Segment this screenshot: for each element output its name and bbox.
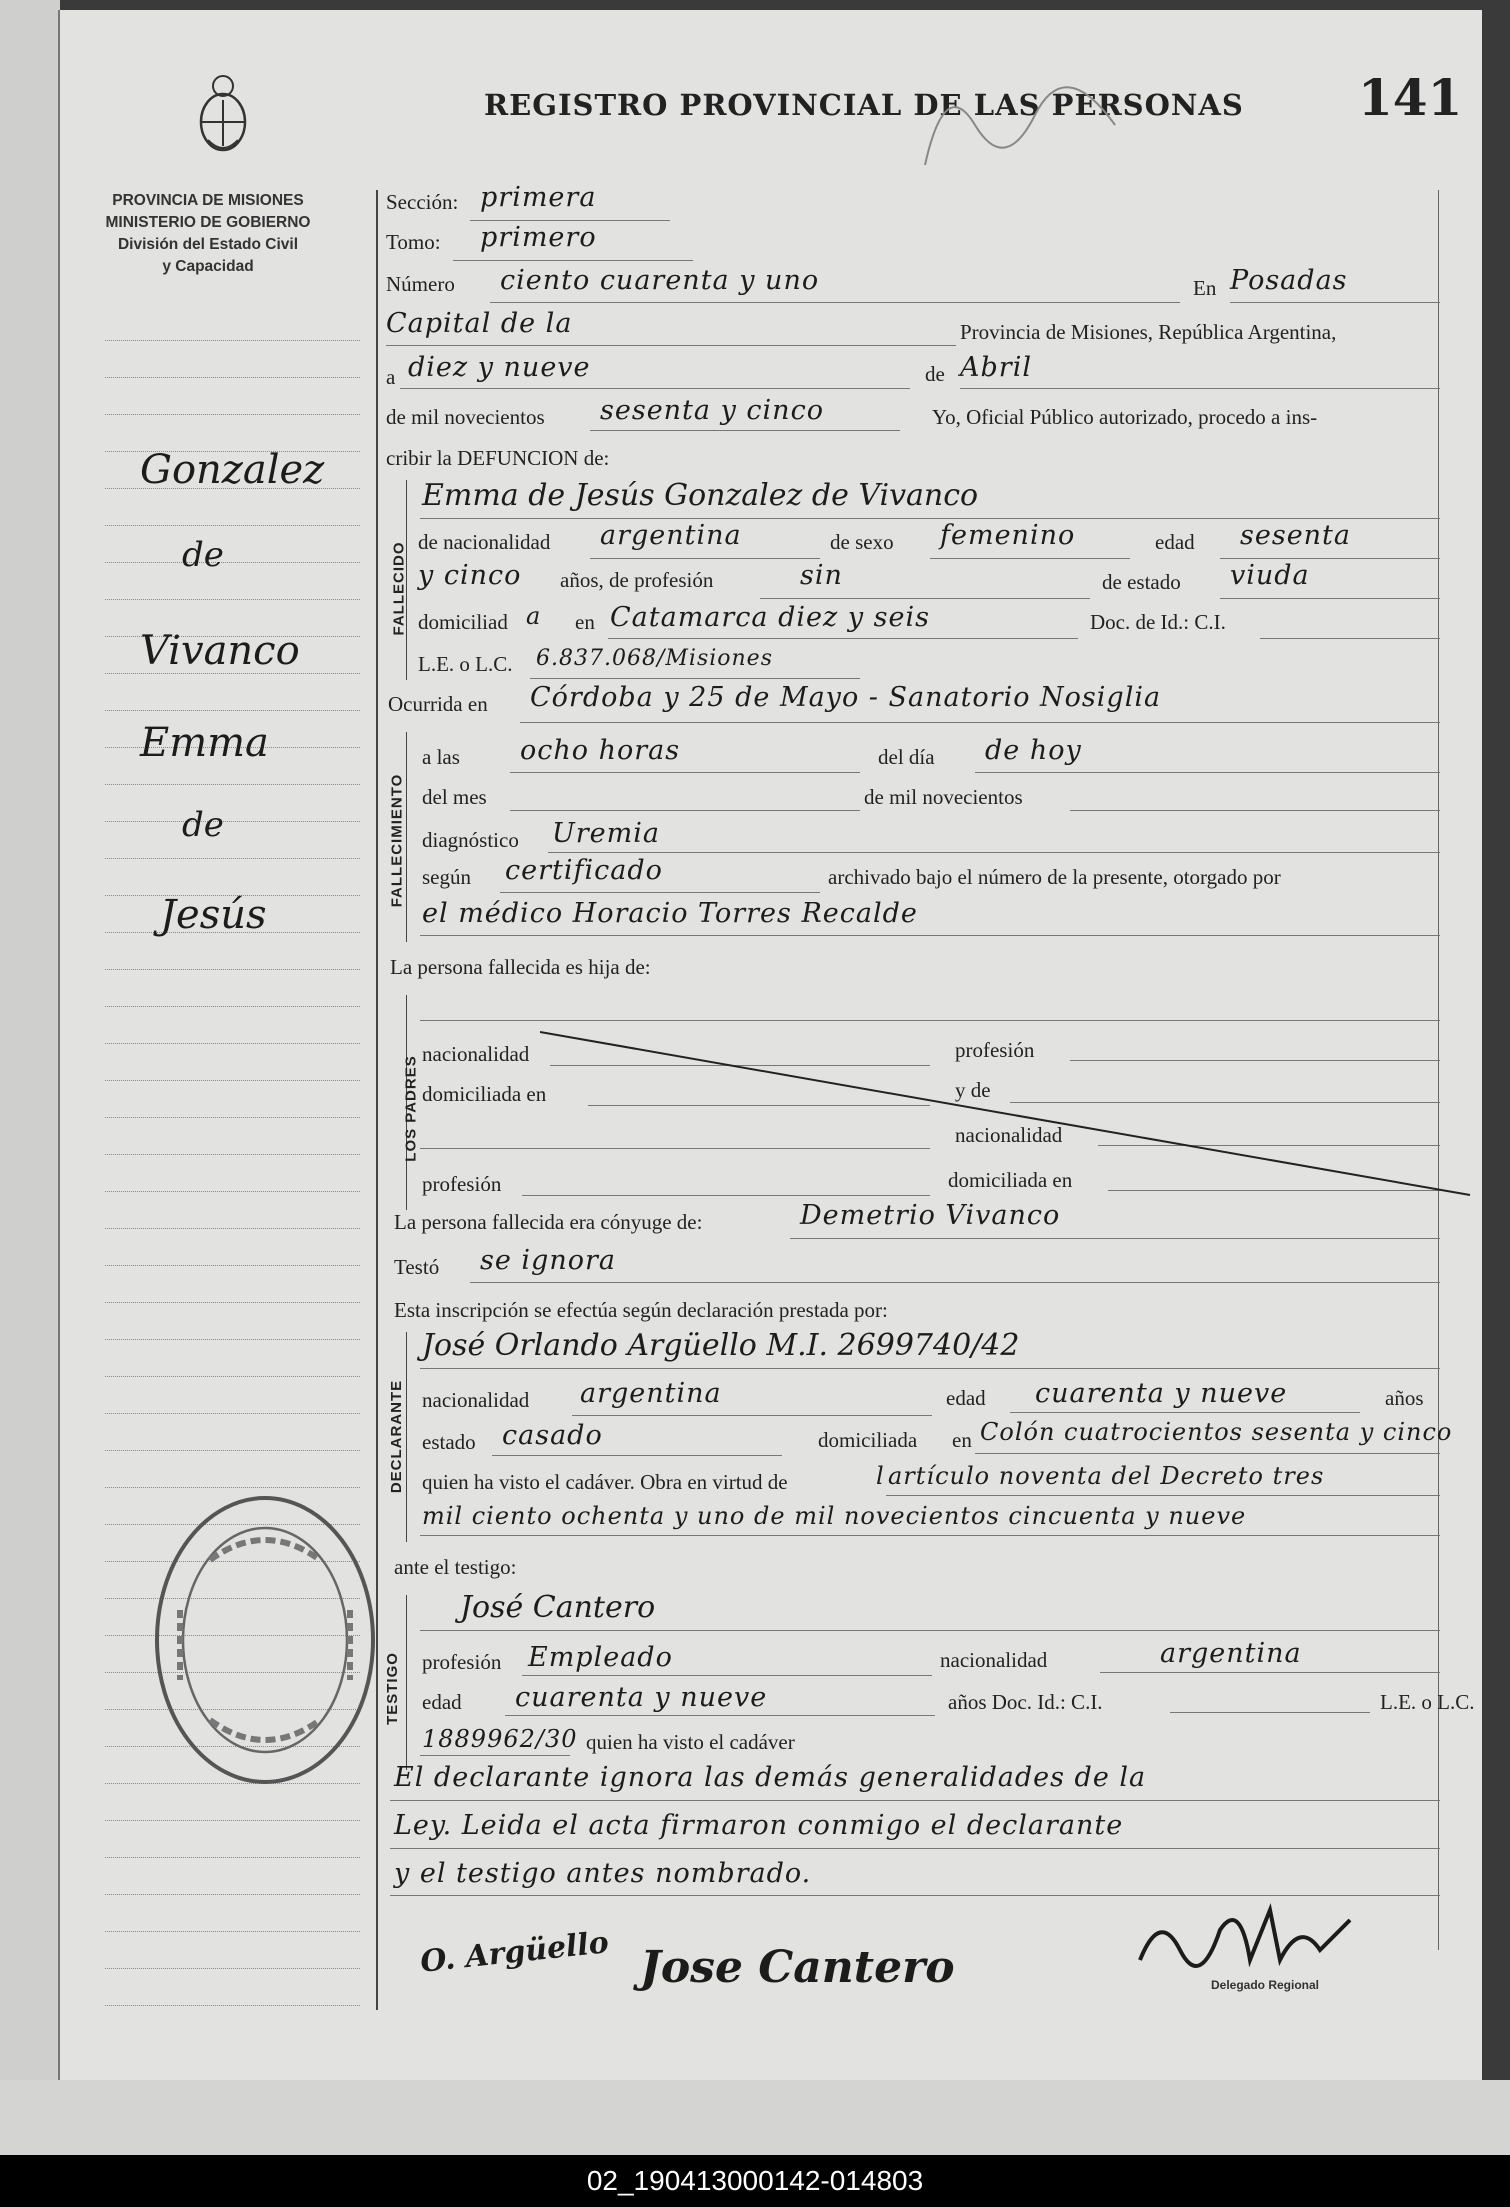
padres-nacionalidad-label: nacionalidad bbox=[422, 1042, 530, 1066]
oficial-label: Yo, Oficial Público autorizado, procedo a ins- bbox=[932, 405, 1318, 429]
ministry-line-2: MINISTERIO DE GOBIERNO bbox=[105, 214, 311, 231]
testigo-profesion-value: Empleado bbox=[528, 1642, 673, 1673]
mil-value: sesenta y cinco bbox=[600, 395, 824, 426]
margin-rule bbox=[105, 1968, 360, 1969]
anos-profesion-label: años, de profesión bbox=[560, 568, 714, 592]
nacionalidad-label: de nacionalidad bbox=[418, 530, 551, 554]
padres-profesion-label: profesión bbox=[955, 1038, 1035, 1062]
numero-label: Número bbox=[386, 272, 455, 296]
margin-rule bbox=[105, 1302, 360, 1303]
a-label: a bbox=[386, 365, 396, 389]
fallecido-section-label: FALLECIDO bbox=[390, 541, 408, 636]
image-caption: 02_190413000142-014803 bbox=[0, 2155, 1510, 2207]
margin-rule bbox=[105, 1487, 360, 1488]
testigo-nacionalidad-value: argentina bbox=[1160, 1638, 1302, 1669]
margin-rule bbox=[105, 1191, 360, 1192]
adjacent-page-edge bbox=[0, 0, 60, 2080]
conyuge-value: Demetrio Vivanco bbox=[800, 1200, 1061, 1231]
provincia-label: Provincia de Misiones, República Argentina, bbox=[960, 320, 1337, 344]
testigo-cadaver-label: quien ha visto el cadáver bbox=[586, 1730, 795, 1754]
oficial-signature bbox=[1120, 1890, 1420, 2010]
alas-value: ocho horas bbox=[520, 735, 681, 766]
margin-rule bbox=[105, 414, 360, 415]
ocurrida-label: Ocurrida en bbox=[388, 692, 488, 716]
a-value: diez y nueve bbox=[408, 352, 591, 383]
margin-rule bbox=[105, 525, 360, 526]
margin-second-surname: Vivanco bbox=[140, 628, 300, 674]
declarante-cadaver-label: quien ha visto el cadáver. Obra en virtud de bbox=[422, 1470, 788, 1494]
book-underside bbox=[0, 2080, 1510, 2155]
testigo-intro-label: ante el testigo: bbox=[394, 1555, 517, 1579]
margin-rule bbox=[105, 1820, 360, 1821]
seccion-label: Sección: bbox=[386, 190, 459, 214]
padres-yde-label: y de bbox=[955, 1078, 991, 1102]
fallecido-name: Emma de Jesús Gonzalez de Vivanco bbox=[422, 478, 979, 513]
declarante-cadaver-suffix: l bbox=[876, 1462, 885, 1490]
segun-label: según bbox=[422, 865, 471, 889]
profesion-value: sin bbox=[800, 560, 843, 591]
dia-label: del día bbox=[878, 745, 935, 769]
ministry-line-1: PROVINCIA DE MISIONES bbox=[112, 192, 304, 209]
document-page bbox=[58, 10, 1482, 2080]
domiciliado-label: domiciliad bbox=[418, 610, 508, 634]
inscripcion-label: Esta inscripción se efectúa según declaración prestada por: bbox=[394, 1298, 888, 1322]
declarante-estado-value: casado bbox=[502, 1420, 603, 1451]
seccion-value: primera bbox=[480, 182, 597, 213]
diagnostico-label: diagnóstico bbox=[422, 828, 519, 852]
margin-second-name: Jesús bbox=[160, 892, 267, 938]
medico-value: el médico Horacio Torres Recalde bbox=[422, 898, 918, 929]
archivado-label: archivado bajo el número de la presente, otorgado por bbox=[828, 865, 1281, 889]
margin-rule bbox=[105, 1894, 360, 1895]
domicilio-value: Catamarca diez y seis bbox=[610, 602, 930, 633]
delegado-stamp-text: Delegado Regional bbox=[1210, 1978, 1320, 1992]
capital-value: Capital de la bbox=[386, 308, 573, 339]
domicilio-en-label: en bbox=[575, 610, 595, 634]
testigo-edad-value: cuarenta y nueve bbox=[515, 1682, 768, 1713]
declarante-section-label: DECLARANTE bbox=[388, 1379, 406, 1494]
margin-rule bbox=[105, 340, 360, 341]
sexo-value: femenino bbox=[940, 520, 1076, 551]
declarante-nacionalidad-value: argentina bbox=[580, 1378, 722, 1409]
margin-de-1: de bbox=[182, 535, 224, 575]
margin-rule bbox=[105, 2005, 360, 2006]
official-seal-stamp bbox=[150, 1490, 380, 1790]
margin-rule bbox=[105, 1413, 360, 1414]
margin-rule bbox=[105, 821, 360, 822]
testigo-profesion-label: profesión bbox=[422, 1650, 502, 1674]
padres-nacionalidad2-label: nacionalidad bbox=[955, 1123, 1063, 1147]
margin-rule bbox=[105, 1006, 360, 1007]
declarante-en-label: en bbox=[952, 1428, 972, 1452]
testigo-section-label: TESTIGO bbox=[383, 1652, 401, 1725]
en-label: En bbox=[1193, 276, 1217, 300]
coat-of-arms-icon bbox=[188, 70, 258, 160]
testigo-nacionalidad-label: nacionalidad bbox=[940, 1648, 1048, 1672]
dia-value: de hoy bbox=[985, 735, 1082, 766]
declarante-anos-label: años bbox=[1385, 1386, 1424, 1410]
edad-value: sesenta bbox=[1240, 520, 1352, 551]
pencil-mark bbox=[915, 65, 1165, 175]
estado-label: de estado bbox=[1102, 570, 1181, 594]
margin-rule bbox=[105, 858, 360, 859]
margin-surname: Gonzalez bbox=[140, 447, 325, 493]
margin-rule bbox=[105, 1450, 360, 1451]
numero-value: ciento cuarenta y uno bbox=[500, 265, 820, 296]
margin-rule bbox=[105, 969, 360, 970]
declarante-domiciliada-label: domiciliada bbox=[818, 1428, 918, 1452]
en-value: Posadas bbox=[1230, 265, 1348, 296]
testigo-edad-label: edad bbox=[422, 1690, 462, 1714]
le-value: 6.837.068/Misiones bbox=[536, 646, 773, 671]
diagnostico-value: Uremia bbox=[552, 818, 660, 849]
padres-section-label: LOS PADRES bbox=[402, 1055, 420, 1162]
testigo-signature: Jose Cantero bbox=[640, 1942, 955, 1993]
declarante-obra-value: artículo noventa del Decreto tres bbox=[888, 1462, 1325, 1490]
edad-value-2: y cinco bbox=[418, 560, 522, 591]
ministry-line-4: y Capacidad bbox=[162, 258, 254, 275]
domiciliado-suffix: a bbox=[526, 602, 542, 630]
margin-de-2: de bbox=[182, 805, 224, 845]
ministry-block bbox=[78, 190, 338, 278]
margin-rule bbox=[105, 710, 360, 711]
margin-rule bbox=[105, 1080, 360, 1081]
margin-rule bbox=[105, 562, 360, 563]
mes-label: del mes bbox=[422, 785, 487, 809]
margin-rule bbox=[105, 377, 360, 378]
closing-line-2: Ley. Leida el acta firmaron conmigo el declarante bbox=[394, 1810, 1124, 1841]
declarante-signature: O. Argüello bbox=[418, 1925, 611, 1980]
margin-rule bbox=[105, 784, 360, 785]
edad-label: edad bbox=[1155, 530, 1195, 554]
de-label: de bbox=[925, 362, 945, 386]
margin-rule bbox=[105, 1931, 360, 1932]
margin-rule bbox=[105, 1043, 360, 1044]
alas-label: a las bbox=[422, 745, 460, 769]
testo-value: se ignora bbox=[480, 1245, 616, 1276]
segun-value: certificado bbox=[505, 855, 663, 886]
hija-label: La persona fallecida es hija de: bbox=[390, 955, 651, 979]
registry-title: REGISTRO PROVINCIAL DE LAS PERSONAS bbox=[484, 88, 1244, 122]
testigo-anos-label: años Doc. Id.: C.I. bbox=[948, 1690, 1103, 1714]
inscribir-label: cribir la DEFUNCION de: bbox=[386, 446, 610, 470]
padres-strike-line bbox=[540, 1030, 1480, 1200]
declarante-edad-value: cuarenta y nueve bbox=[1035, 1378, 1288, 1409]
margin-rule bbox=[105, 599, 360, 600]
margin-rule bbox=[105, 1857, 360, 1858]
testigo-le-label: L.E. o L.C. bbox=[1380, 1690, 1475, 1714]
margin-rule bbox=[105, 1265, 360, 1266]
declarante-nacionalidad-label: nacionalidad bbox=[422, 1388, 530, 1412]
margin-rule bbox=[105, 1117, 360, 1118]
declarante-name: José Orlando Argüello M.I. 2699740/42 bbox=[422, 1328, 1020, 1363]
declarante-domicilio-value: Colón cuatrocientos sesenta y cinco bbox=[980, 1418, 1453, 1446]
tomo-label: Tomo: bbox=[386, 230, 441, 254]
declarante-estado-label: estado bbox=[422, 1430, 476, 1454]
margin-rule bbox=[105, 1376, 360, 1377]
sexo-label: de sexo bbox=[830, 530, 894, 554]
testigo-le-value: 1889962/30 bbox=[422, 1725, 578, 1753]
ocurrida-value: Córdoba y 25 de Mayo - Sanatorio Nosiglia bbox=[530, 682, 1162, 713]
ministry-line-3: División del Estado Civil bbox=[117, 236, 298, 253]
declarante-obra-value-2: mil ciento ochenta y uno de mil novecientos cincuenta y nueve bbox=[422, 1502, 1247, 1530]
padres-profesion2-label: profesión bbox=[422, 1172, 502, 1196]
testigo-name: José Cantero bbox=[460, 1590, 656, 1625]
margin-rule bbox=[105, 1228, 360, 1229]
conyuge-label: La persona fallecida era cónyuge de: bbox=[394, 1210, 703, 1234]
le-label: L.E. o L.C. bbox=[418, 652, 513, 676]
page-number: 141 bbox=[1358, 68, 1463, 127]
padres-domiciliada2-label: domiciliada en bbox=[948, 1168, 1073, 1192]
fallecimiento-section-label: FALLECIMIENTO bbox=[388, 773, 406, 908]
doc-id-label: Doc. de Id.: C.I. bbox=[1090, 610, 1226, 634]
closing-line-3: y el testigo antes nombrado. bbox=[394, 1858, 812, 1889]
declarante-edad-label: edad bbox=[946, 1386, 986, 1410]
mil-label: de mil novecientos bbox=[386, 405, 545, 429]
margin-rule bbox=[105, 1339, 360, 1340]
closing-line-1: El declarante ignora las demás generalidades de la bbox=[394, 1762, 1147, 1793]
margin-rule bbox=[105, 1154, 360, 1155]
nacionalidad-value: argentina bbox=[600, 520, 742, 551]
tomo-value: primero bbox=[480, 222, 597, 253]
testo-label: Testó bbox=[394, 1255, 440, 1279]
estado-value: viuda bbox=[1230, 560, 1310, 591]
mil-novecientos-label: de mil novecientos bbox=[864, 785, 1023, 809]
de-value: Abril bbox=[960, 352, 1032, 383]
margin-first-name: Emma bbox=[140, 720, 269, 766]
padres-domiciliada-label: domiciliada en bbox=[422, 1082, 547, 1106]
